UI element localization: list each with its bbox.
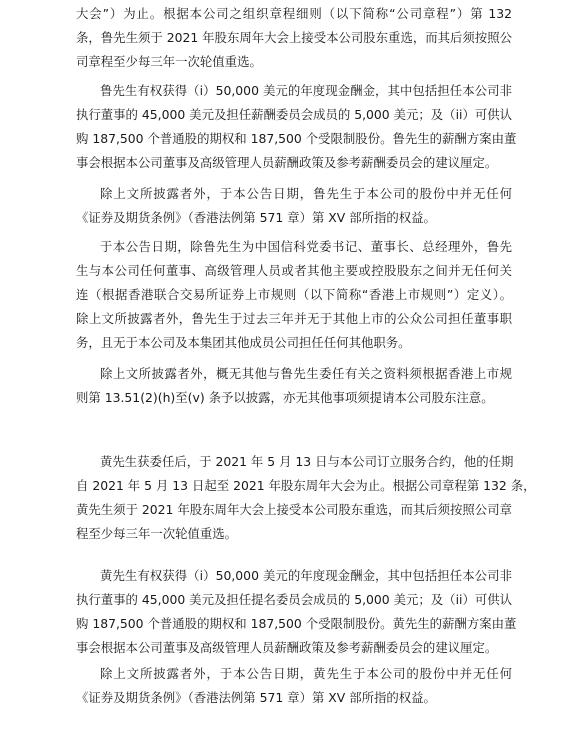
text-line: 程至少每三年一次轮值重选。: [76, 526, 238, 541]
text-line: 除上文所披露者外，概无其他与鲁先生委任有关之资料须根据香港上市规: [100, 366, 512, 381]
text-line: 执行董事的 45,000 美元及担任薪酬委员会成员的 5,000 美元；及（ii）可供认: [76, 107, 513, 122]
text-line: 自 2021 年 5 月 13 日起至 2021 年股东周年大会为止。根据公司章程第 132 条，: [76, 478, 536, 493]
section1-paragraph-5: [76, 362, 512, 410]
text-line: 事会根据本公司董事及高级管理人员薪酬政策及参考薪酬委员会的建议厘定。: [76, 155, 498, 170]
text-line: 务，且无于本公司及本集团其他成员公司担任任何其他职务。: [76, 335, 411, 350]
text-line: 大会”）为止。根据本公司之组织章程细则（以下简称“公司章程”）第 132: [76, 6, 512, 21]
text-line: 《证券及期货条例》（香港法例第 571 章）第 XV 部所指的权益。: [76, 690, 436, 705]
text-line: 黄先生获委任后，于 2021 年 5 月 13 日与本公司订立服务合约，他的任期: [100, 454, 514, 469]
text-line: 购 187,500 个普通股的期权和 187,500 个受限制股份。黄先生的薪酬方案由董: [76, 616, 517, 631]
text-line: 连（根据香港联合交易所证券上市规则（以下简称“香港上市规则”）定义）。: [76, 287, 512, 302]
section1-paragraph-2: [76, 79, 517, 175]
text-line: 除上文所披露者外，鲁先生于过去三年并无于其他上市的公众公司担任董事职: [76, 311, 512, 326]
section2-paragraph-3: [76, 662, 512, 710]
section2-paragraph-1: [76, 450, 536, 546]
text-line: 鲁先生有权获得（i）50,000 美元的年度现金酬金，其中包括担任本公司非: [100, 83, 512, 98]
section1-paragraph-3: [76, 182, 512, 230]
section1-paragraph-1: [76, 2, 512, 74]
text-line: 条，鲁先生须于 2021 年股东周年大会上接受本公司股东重选，而其后须按照公: [76, 30, 512, 45]
text-line: 生与本公司任何董事、高级管理人员或者其他主要或控股股东之间并无任何关: [76, 263, 512, 278]
text-line: 则第 13.51(2)(h)至(v) 条予以披露，亦无其他事项须提请本公司股东注意。: [76, 390, 494, 405]
section1-paragraph-4: [76, 235, 512, 355]
text-line: 执行董事的 45,000 美元及担任提名委员会成员的 5,000 美元；及（ii）可供认: [76, 592, 513, 607]
text-line: 于本公告日期，除鲁先生为中国信科党委书记、董事长、总经理外，鲁先: [100, 239, 512, 254]
text-line: 购 187,500 个普通股的期权和 187,500 个受限制股份。鲁先生的薪酬方案由董: [76, 131, 517, 146]
text-line: 黄先生有权获得（i）50,000 美元的年度现金酬金，其中包括担任本公司非: [100, 568, 512, 583]
text-line: 《证券及期货条例》（香港法例第 571 章）第 XV 部所指的权益。: [76, 210, 436, 225]
text-line: 事会根据本公司董事及高级管理人员薪酬政策及参考薪酬委员会的建议厘定。: [76, 640, 498, 655]
text-line: 除上文所披露者外，于本公告日期，黄先生于本公司的股份中并无任何: [100, 666, 512, 681]
text-line: 司章程至少每三年一次轮值重选。: [76, 54, 262, 69]
section2-paragraph-2: [76, 564, 517, 660]
text-line: 黄先生须于 2021 年股东周年大会上接受本公司股东重选，而其后须按照公司章: [76, 502, 512, 517]
text-line: 除上文所披露者外，于本公告日期，鲁先生于本公司的股份中并无任何: [100, 186, 512, 201]
